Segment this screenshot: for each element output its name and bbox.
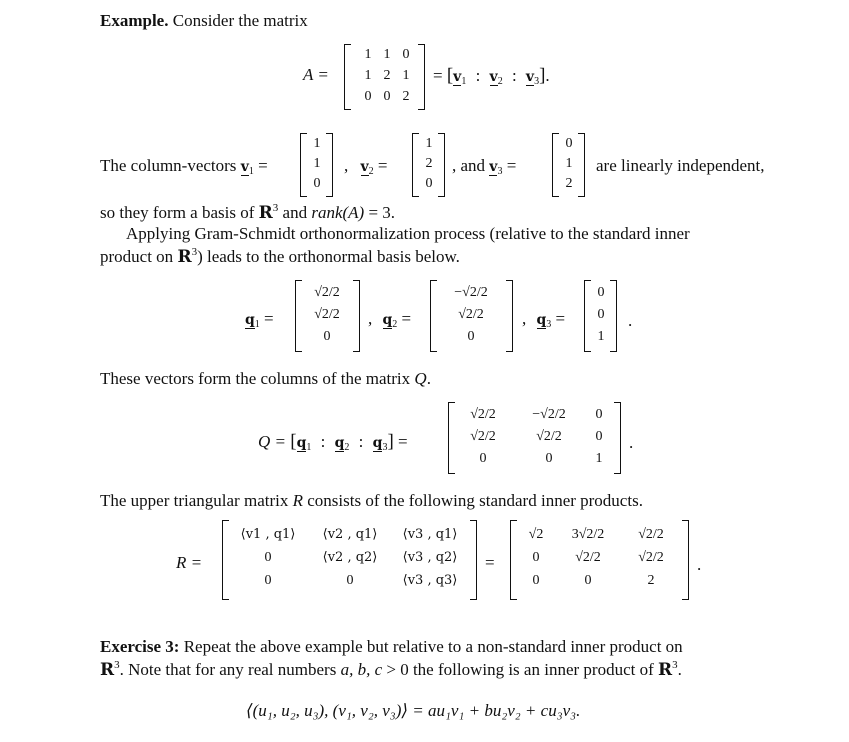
vector-q1 bbox=[295, 280, 361, 352]
matrix-r-period: . bbox=[697, 555, 702, 574]
vector-v2 bbox=[412, 133, 446, 197]
matrix-a-cell: 1 bbox=[402, 68, 410, 83]
v1-entry: 1 bbox=[313, 156, 321, 171]
comma: , bbox=[522, 309, 527, 328]
v2-entry: 0 bbox=[425, 176, 433, 191]
q2-index: 2 bbox=[392, 319, 398, 330]
exercise-line1-text: Repeat the above example but relative to a non-standard inner product on bbox=[183, 637, 683, 656]
q1-col-index: 1 bbox=[306, 442, 312, 453]
q1-index: 1 bbox=[254, 319, 260, 330]
v3-entry: 2 bbox=[565, 176, 573, 191]
matrix-r-value: √2/2 bbox=[638, 527, 664, 542]
matrix-q-cell: √2/2 bbox=[536, 429, 562, 444]
matrix-a-cell: 1 bbox=[364, 47, 372, 62]
matrix-r-label-text: R = bbox=[176, 553, 203, 572]
equals-sign: = bbox=[555, 309, 566, 328]
matrix-r-value: 0 bbox=[532, 550, 540, 565]
basis-text-c: = 3. bbox=[368, 203, 396, 222]
columns-q-line bbox=[100, 370, 431, 387]
example-heading: Example. bbox=[100, 11, 169, 30]
vector-v3 bbox=[552, 133, 586, 197]
upper-triangular-line bbox=[100, 492, 643, 509]
matrix-r-values bbox=[510, 520, 690, 600]
matrix-q-cell: 1 bbox=[595, 451, 603, 466]
q1-entry: 0 bbox=[323, 329, 331, 344]
matrix-r-label bbox=[176, 554, 202, 571]
matrix-r-value: 0 bbox=[584, 573, 592, 588]
q2-col-index: 2 bbox=[344, 442, 350, 453]
matrix-q-symbol: Q bbox=[414, 369, 427, 388]
gram-line-2 bbox=[100, 247, 460, 266]
q2-col: q bbox=[334, 435, 345, 451]
gram-text-a: product on bbox=[100, 247, 174, 266]
and-text: , and bbox=[452, 156, 486, 175]
exercise-line2-b: > 0 the following is an inner product of bbox=[386, 660, 654, 679]
matrix-a-right-bracket bbox=[418, 44, 425, 110]
q1-entry: √2/2 bbox=[314, 285, 340, 300]
real-space-symbol: R bbox=[177, 247, 192, 267]
q2-entry: 0 bbox=[467, 329, 475, 344]
vector-q2 bbox=[430, 280, 514, 352]
v1-entry: 0 bbox=[313, 176, 321, 191]
matrix-a-columns bbox=[433, 66, 550, 87]
equals-sign: = bbox=[258, 156, 268, 175]
inner-product-cell: 0 bbox=[264, 573, 272, 588]
comma: , bbox=[368, 309, 373, 328]
matrix-r-value: √2 bbox=[528, 527, 544, 542]
matrix-q-cell: 0 bbox=[545, 451, 553, 466]
col-v1-index: 1 bbox=[461, 76, 467, 87]
matrix-q-left-bracket bbox=[448, 402, 455, 474]
q3-entry: 1 bbox=[597, 329, 605, 344]
separator: : bbox=[475, 66, 481, 85]
v3-index: 3 bbox=[497, 166, 503, 177]
independent-suffix: are linearly independent, bbox=[596, 156, 765, 175]
col-v3-index: 3 bbox=[534, 76, 540, 87]
q1-label: q bbox=[245, 312, 255, 328]
q3-index: 3 bbox=[546, 319, 552, 330]
q3-entry: 0 bbox=[597, 285, 605, 300]
vector-v1 bbox=[300, 133, 334, 197]
col-v2-index: 2 bbox=[497, 76, 503, 87]
exponent: 3 bbox=[191, 246, 198, 258]
equals-sign: = bbox=[433, 66, 443, 85]
inner-product-cell: 0 bbox=[264, 550, 272, 565]
matrix-q-label-group bbox=[258, 432, 408, 453]
v2-entry: 2 bbox=[425, 156, 433, 171]
inner-product-cell: ⟨v2 , q2⟩ bbox=[322, 550, 378, 565]
matrix-q-right-bracket bbox=[614, 402, 621, 474]
exercise-line-1 bbox=[100, 638, 683, 655]
real-space-symbol: R bbox=[658, 660, 673, 680]
separator: : bbox=[320, 432, 326, 451]
q2-entry: −√2/2 bbox=[454, 285, 488, 300]
v1-label: v bbox=[240, 159, 249, 175]
exponent: 3 bbox=[272, 202, 279, 214]
matrix-a-label-text: A = bbox=[303, 65, 329, 84]
matrix-r-right-bracket bbox=[470, 520, 477, 600]
v1-index: 1 bbox=[248, 166, 254, 177]
inner-product-cell: ⟨v2 , q1⟩ bbox=[322, 527, 378, 542]
inner-product-cell: ⟨v1 , q1⟩ bbox=[240, 527, 296, 542]
basis-text-b: and bbox=[282, 203, 308, 222]
equals-sign: = bbox=[377, 156, 388, 175]
inner-product-cell: 0 bbox=[346, 573, 354, 588]
comma: , bbox=[344, 156, 349, 175]
upper-text-b: consists of the following standard inner products. bbox=[307, 491, 643, 510]
inner-product-cell: ⟨v3 , q3⟩ bbox=[402, 573, 458, 588]
v2-right-bracket bbox=[438, 133, 445, 197]
matrix-r-value: √2/2 bbox=[638, 550, 664, 565]
q2-entry: √2/2 bbox=[458, 307, 484, 322]
matrix-r-value: 3√2/2 bbox=[571, 527, 605, 542]
q1-label-group bbox=[245, 310, 274, 330]
exponent: 3 bbox=[672, 659, 678, 671]
basis-text-a: so they form a basis of bbox=[100, 203, 255, 222]
matrix-r-inner bbox=[222, 520, 478, 600]
v1-left-bracket bbox=[300, 133, 307, 197]
v2-label-group bbox=[344, 157, 387, 177]
v3-label: v bbox=[489, 159, 498, 175]
v3-entry: 0 bbox=[565, 136, 573, 151]
columns-prefix-text: The column-vectors bbox=[100, 156, 237, 175]
q3-label-group bbox=[522, 310, 565, 330]
matrix-q-cell: √2/2 bbox=[470, 429, 496, 444]
v1-entry: 1 bbox=[313, 136, 321, 151]
separator: : bbox=[358, 432, 364, 451]
matrix-q-cell: −√2/2 bbox=[532, 407, 566, 422]
basis-line bbox=[100, 203, 395, 222]
matrix-a-cell: 2 bbox=[402, 89, 410, 104]
real-space-symbol: R bbox=[100, 660, 115, 680]
matrix-a-cell: 2 bbox=[383, 68, 391, 83]
q3-col: q bbox=[372, 435, 383, 451]
matrix-q-cell: 0 bbox=[595, 407, 603, 422]
rank-expression: rank(A) bbox=[311, 203, 365, 222]
matrix-a-cell: 0 bbox=[364, 89, 372, 104]
example-heading-line bbox=[100, 12, 308, 29]
q3-right-bracket bbox=[610, 280, 617, 352]
matrix-a-label bbox=[303, 66, 329, 83]
inner-product-cell: ⟨v3 , q2⟩ bbox=[402, 550, 458, 565]
period: . bbox=[677, 660, 682, 679]
matrix-a bbox=[344, 44, 428, 110]
separator: : bbox=[511, 66, 517, 85]
matrix-q-cell: 0 bbox=[479, 451, 487, 466]
col-v1: v bbox=[453, 69, 462, 85]
matrix-a-cell: 0 bbox=[383, 89, 391, 104]
real-space-symbol: R bbox=[258, 203, 273, 223]
v3-left-bracket bbox=[552, 133, 559, 197]
exponent: 3 bbox=[114, 659, 120, 671]
v2-index: 2 bbox=[368, 166, 374, 177]
matrix-r-values-right-bracket bbox=[682, 520, 689, 600]
inner-product-cell: ⟨v3 , q1⟩ bbox=[402, 527, 458, 542]
exercise-line-2 bbox=[100, 660, 682, 679]
matrix-r-value: √2/2 bbox=[575, 550, 601, 565]
v2-entry: 1 bbox=[425, 136, 433, 151]
matrix-a-cell: 0 bbox=[402, 47, 410, 62]
matrix-q-period: . bbox=[629, 433, 634, 452]
columns-q-text: These vectors form the columns of the matrix bbox=[100, 369, 411, 388]
open-bracket: [ bbox=[290, 431, 297, 452]
matrix-q-cell: 0 bbox=[595, 429, 603, 444]
q2-label: q bbox=[382, 312, 393, 328]
upper-text-a: The upper triangular matrix bbox=[100, 491, 289, 510]
col-v3: v bbox=[525, 69, 535, 85]
matrix-r-value: 0 bbox=[532, 573, 540, 588]
q1-col: q bbox=[296, 435, 307, 451]
v1-right-bracket bbox=[326, 133, 333, 197]
matrix-q-cell: √2/2 bbox=[470, 407, 496, 422]
gram-line-1: Applying Gram-Schmidt orthonormalization process (relative to the standard inner bbox=[126, 224, 690, 243]
v3-entry: 1 bbox=[565, 156, 573, 171]
matrix-r-symbol: R bbox=[292, 491, 303, 510]
equals-sign: = bbox=[506, 156, 517, 175]
q3-col-index: 3 bbox=[382, 442, 388, 453]
v3-label-group bbox=[452, 157, 516, 177]
q2-label-group bbox=[368, 310, 411, 330]
independent-text bbox=[596, 157, 765, 174]
equals-sign: = bbox=[401, 309, 412, 328]
matrix-r-equals: = bbox=[485, 553, 495, 572]
matrix-a-cell: 1 bbox=[383, 47, 391, 62]
equals-sign: = bbox=[264, 309, 274, 328]
v3-right-bracket bbox=[578, 133, 585, 197]
q3-label: q bbox=[536, 312, 547, 328]
matrix-a-left-bracket bbox=[344, 44, 351, 110]
q1-right-bracket bbox=[353, 280, 360, 352]
exercise-variables: a, b, c bbox=[340, 660, 383, 679]
q-vectors-period: . bbox=[628, 311, 633, 330]
q3-entry: 0 bbox=[597, 307, 605, 322]
period: . bbox=[426, 369, 431, 388]
matrix-q-label: Q = bbox=[258, 432, 286, 451]
col-v2: v bbox=[489, 69, 498, 85]
matrix-a-cell: 1 bbox=[364, 68, 372, 83]
v2-left-bracket bbox=[412, 133, 419, 197]
period: . bbox=[545, 66, 550, 85]
q2-right-bracket bbox=[506, 280, 513, 352]
exercise-formula: ⟨(u₁, u₂, u₃), (v₁, v₂, v₃)⟩ = au₁v₁ + bu₂v₂ + cu₃v₃. bbox=[246, 701, 581, 720]
matrix-r-value: 2 bbox=[647, 573, 655, 588]
example-intro: Consider the matrix bbox=[172, 11, 308, 30]
column-vectors-prefix bbox=[100, 157, 268, 177]
open-bracket: [ bbox=[446, 65, 454, 86]
vector-q3 bbox=[584, 280, 618, 352]
close-bracket: ] bbox=[539, 65, 546, 86]
gram-text-b: ) leads to the orthonormal basis below. bbox=[197, 247, 460, 266]
exercise-heading: Exercise 3: bbox=[100, 637, 180, 656]
exercise-line2-a: . Note that for any real numbers bbox=[119, 660, 337, 679]
v2-label: v bbox=[360, 159, 369, 175]
close-bracket: ] bbox=[387, 431, 394, 452]
matrix-q bbox=[448, 402, 624, 474]
q3-left-bracket bbox=[584, 280, 591, 352]
equals-sign: = bbox=[398, 432, 408, 451]
q1-entry: √2/2 bbox=[314, 307, 340, 322]
